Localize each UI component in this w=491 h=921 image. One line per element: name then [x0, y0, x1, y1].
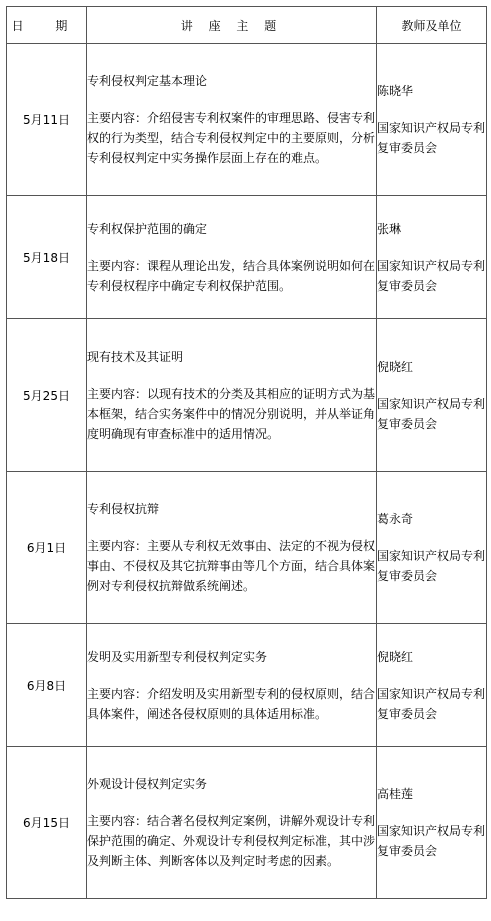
lecture-title: 专利侵权判定基本理论 [87, 74, 208, 88]
lecture-content: 主要内容：介绍发明及实用新型专利的侵权原则，结合具体案件，阐述各侵权原则的具体适用标准。 [87, 686, 376, 721]
teacher-name: 陈晓华 [377, 84, 414, 98]
teacher-cell [377, 319, 487, 472]
teacher-unit: 国家知识产权局专利复审委员会 [377, 549, 486, 583]
teacher-name: 张琳 [377, 221, 402, 236]
header-date: 日 期 [7, 7, 87, 44]
header-teacher: 教师及单位 [377, 7, 487, 44]
lecture-title: 外观设计侵权判定实务 [87, 777, 208, 791]
teacher-name: 倪晓红 [377, 359, 414, 374]
teacher-cell [377, 624, 487, 747]
lecture-content: 主要内容：主要从专利权无效事由、法定的不视为侵权事由、不侵权及其它抗辩事由等几个方面，结合具体案例对专利侵权抗辩做系统阐述。 [87, 539, 376, 593]
table-row [7, 747, 487, 899]
header-topic: 讲 座 主 题 [87, 7, 377, 44]
teacher-unit: 国家知识产权局专利复审委员会 [377, 824, 486, 858]
lecture-title: 发明及实用新型专利侵权判定实务 [87, 649, 268, 664]
lecture-date: 5月25日 [7, 319, 87, 472]
teacher-cell [377, 472, 487, 624]
table-row [7, 44, 487, 196]
teacher-cell [377, 44, 487, 196]
teacher-name: 倪晓红 [377, 649, 414, 664]
lecture-topic-cell [87, 44, 377, 196]
lecture-topic-cell [87, 624, 377, 747]
lecture-date: 6月1日 [7, 472, 87, 624]
table-header-row [7, 7, 487, 44]
teacher-unit: 国家知识产权局专利复审委员会 [377, 121, 486, 155]
lecture-date: 5月11日 [7, 44, 87, 196]
teacher-unit: 国家知识产权局专利复审委员会 [377, 686, 486, 721]
table-row [7, 319, 487, 472]
lecture-content: 主要内容：以现有技术的分类及其相应的证明方式为基本框架，结合实务案件中的情况分别说明，并从举证角度明确现有审查标准中的适用情况。 [87, 386, 376, 441]
teacher-cell [377, 196, 487, 319]
lecture-content: 主要内容：介绍侵害专利权案件的审理思路、侵害专利权的行为类型，结合专利侵权判定中的主要原则，分析专利侵权判定中实务操作层面上存在的难点。 [87, 111, 376, 165]
lecture-topic-cell [87, 196, 377, 319]
lecture-content: 主要内容：结合著名侵权判定案例，讲解外观设计专利保护范围的确定、外观设计专利侵权判定标准，其中涉及判断主体、判断客体以及判定时考虑的因素。 [87, 814, 376, 868]
lecture-title: 现有技术及其证明 [87, 349, 184, 364]
lecture-date: 6月8日 [7, 624, 87, 747]
lecture-date: 5月18日 [7, 196, 87, 319]
teacher-name: 葛永奇 [377, 512, 414, 526]
table-row [7, 196, 487, 319]
lecture-topic-cell [87, 319, 377, 472]
lecture-title: 专利侵权抗辩 [87, 502, 160, 516]
lecture-topic-cell [87, 472, 377, 624]
lecture-title: 专利权保护范围的确定 [87, 221, 208, 236]
teacher-name: 高桂莲 [377, 787, 414, 801]
lecture-content: 主要内容：课程从理论出发，结合具体案例说明如何在专利侵权程序中确定专利权保护范围。 [87, 258, 376, 293]
lecture-topic-cell [87, 747, 377, 899]
teacher-unit: 国家知识产权局专利复审委员会 [377, 396, 486, 431]
teacher-cell [377, 747, 487, 899]
teacher-unit: 国家知识产权局专利复审委员会 [377, 258, 486, 293]
table-row [7, 472, 487, 624]
lecture-schedule-table [6, 6, 487, 899]
table-row [7, 624, 487, 747]
lecture-date: 6月15日 [7, 747, 87, 899]
